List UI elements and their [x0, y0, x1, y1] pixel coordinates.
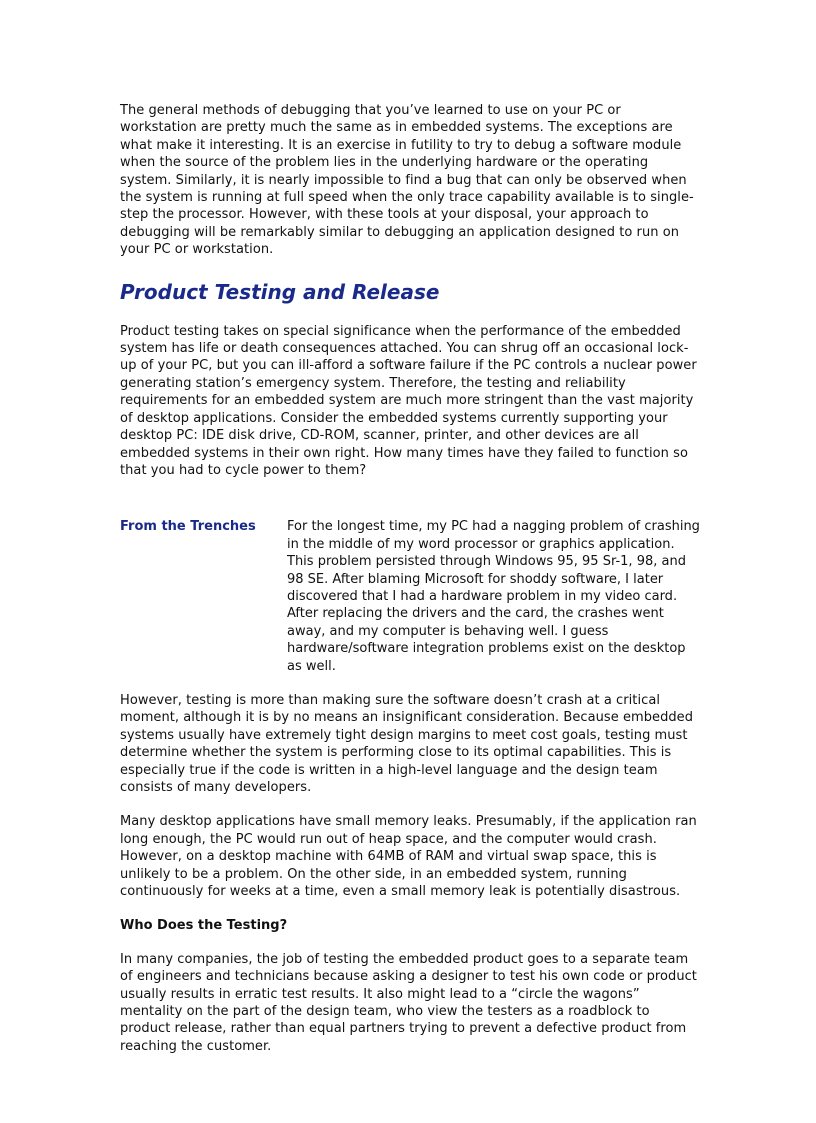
subsection-heading: Who Does the Testing? — [120, 918, 288, 934]
subsection-paragraph: In many companies, the job of testing the embedded product goes to a separate team of engineers and technicians because asking a designer to test his own code or product usually results in erratic test results. It also might lead to a “circle the wagons” mentality on the part of the design team, who view the testers as a roadblock to product release, rather than equal partners trying to prevent a defective product from reaching the customer. — [120, 951, 697, 1054]
section-paragraph-1: Product testing takes on special significance when the performance of the embedded system has life or death consequences attached. You can shrug off an occasional lock-up of your PC, but you can ill-afford a software failure if the PC controls a nuclear power generating station’s emergency system. Therefore, the testing and reliability requirements for an embedded system are much more stringent than the vast majority of desktop applications. Consider the embedded systems currently supporting your desktop PC: IDE disk drive, CD-ROM, scanner, printer, and other devices are all embedded systems in their own right. How many times have they failed to function so that you had to cycle power to them? — [120, 323, 697, 478]
section-paragraph-3: Many desktop applications have small memory leaks. Presumably, if the application ran long enough, the PC would run out of heap space, and the computer would crash. However, on a desktop machine with 64MB of RAM and virtual swap space, this is unlikely to be a problem. On the other side, in an embedded system, running continuously for weeks at a time, even a small memory leak is potentially disastrous. — [120, 814, 697, 900]
sidebar-text: For the longest time, my PC had a nagging problem of crashing in the middle of my word processor or graphics application. This problem persisted through Windows 95, 95 Sr-1, 98, and 98 SE. After blaming Microsoft for shoddy software, I later discovered that I had a hardware problem in my video card. After replacing the drivers and the card, the crashes went away, and my computer is behaving well. I guess hardware/software integration problems exist on the desktop as well. — [287, 519, 700, 674]
section-heading: Product Testing and Release — [120, 279, 440, 304]
intro-paragraph: The general methods of debugging that you’ve learned to use on your PC or workstation are pretty much the same as in embedded systems. The exceptions are what make it interesting. It is an exercise in futility to try to debug a software module when the source of the problem lies in the underlying hardware or the operating system. Similarly, it is nearly impossible to find a bug that can only be observed when the system is running at full speed when the only trace capability available is to single-step the processor. However, with these tools at your disposal, your approach to debugging will be remarkably similar to debugging an application designed to run on your PC or workstation. — [120, 103, 694, 258]
sidebar-label: From the Trenches — [120, 519, 256, 535]
document-page — [120, 102, 700, 1055]
section-paragraph-2: However, testing is more than making sure the software doesn’t crash at a critical moment, although it is by no means an insignificant consideration. Because embedded systems usually have extremely tight design margins to meet cost goals, testing must determine whether the system is performing close to its optimal capabilities. This is especially true if the code is written in a high-level language and the design team consists of many developers. — [120, 692, 694, 795]
from-the-trenches-sidebar — [120, 518, 700, 675]
